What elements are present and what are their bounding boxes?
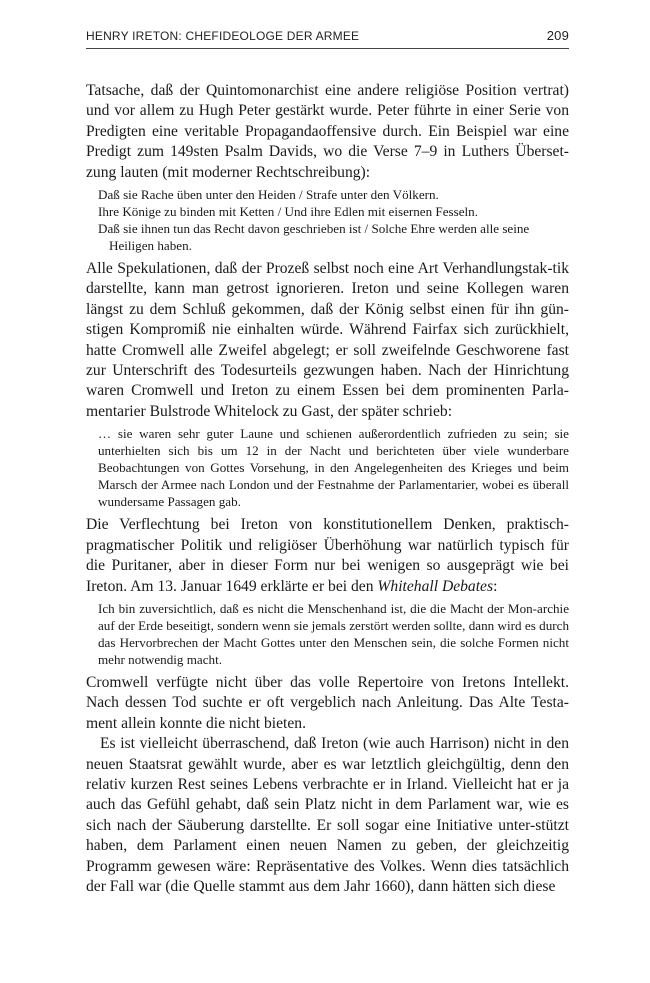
running-head bbox=[86, 28, 569, 49]
body-text bbox=[86, 81, 569, 897]
paragraph-3-end: : bbox=[493, 577, 498, 595]
paragraph-2: Alle Spekulationen, daß der Prozeß selbst noch eine Art Verhandlungstak-tik darstellte, kann man getrost ignorieren. Ireton und seine Kollegen waren längst zu dem Schluß gekommen, daß der König selbst einen für ihn gün-stigen Kompromiß nie einhalten würde. Während Fairfax sich zurückhielt, hatte Cromwell alle Zweifel abgelegt; er soll zweifelnde Geschworene fast zur Unterschrift des Todesurteils gezwungen haben. Nach der Hinrichtung waren Cromwell und Ireton zu einem Essen bei dem prominenten Parla-mentarier Bulstrode Whitelock zu Gast, der später schrieb: bbox=[86, 260, 569, 420]
ireton-quote: Ich bin zuversichtlich, daß es nicht die Menschenhand ist, die die Macht der Mon-archie auf der Erde beseitigt, sondern wenn sie jemals zerstört werden sollte, dann wird es durch das Hervorbrechen der Macht Gottes unter den Menschen sein, die solche Formen nicht mehr notwendig macht. bbox=[98, 600, 569, 667]
running-title: HENRY IRETON: CHEFIDEOLOGE DER ARMEE bbox=[86, 29, 360, 43]
psalm-quote bbox=[98, 186, 569, 254]
psalm-verse-9: Daß sie ihnen tun das Recht davon geschrieben ist / Solche Ehre werden alle seine Heiligen haben. bbox=[98, 221, 530, 254]
whitelock-quote: … sie waren sehr guter Laune und schienen außerordentlich zufrieden zu sein; sie unterhielten sich bis um 12 in der Nacht und berichteten über viele wunderbare Beobachtungen von Gottes Vorsehung, in den Angelegenheiten des Krieges und beim Marsch der Armee nach London und der Festnahme der Parlamentarier, wobei es überall wundersame Passagen gab. bbox=[98, 426, 569, 510]
psalm-verse-8: Ihre Könige zu binden mit Ketten / Und ihre Edlen mit eisernen Fesseln. bbox=[98, 204, 478, 220]
paragraph-3 bbox=[86, 515, 569, 597]
book-page bbox=[86, 28, 569, 897]
paragraph-1: Tatsache, daß der Quintomonarchist eine andere religiöse Position vertrat) und vor allem zu Hugh Peter gestärkt wurde. Peter führte in einer Serie von Predigten eine veritable Propagandaoffensive durch. Ein Beispiel war eine Predigt zum 149sten Psalm Davids, wo die Verse 7–9 in Luthers Überset-zung lauten (mit moderner Rechtschreibung): bbox=[86, 82, 569, 181]
page-number: 209 bbox=[546, 28, 569, 43]
paragraph-5: Es ist vielleicht überraschend, daß Ireton (wie auch Harrison) nicht in den neuen Staatsrat gewählt wurde, aber es war letztlich gleichgültig, denn den relativ kurzen Rest seines Lebens verbrachte er in Irland. Vielleicht hat er ja auch das Gefühl gehabt, daß sein Platz nicht in dem Parlament war, wie es sich nach der Säuberung darstellte. Er soll sogar eine Initiative unter-stützt haben, dem Parlament einen neuen Namen zu geben, der gleichzeitig Programm gewesen wäre: Repräsentative des Volkes. Wenn dies tatsächlich der Fall war (die Quelle stammt aus dem Jahr 1660), dann hätten sich diese bbox=[86, 735, 569, 895]
paragraph-3-text: Die Verflechtung bei Ireton von konstitutionellem Denken, praktisch-pragmatischer Politik und religiöser Überhöhung war natürlich typisch für die Puritaner, aber in dieser Form nur bei wenigen so ausgeprägt wie bei Ireton. Am 13. Januar 1649 erklärte er bei den bbox=[86, 516, 569, 595]
psalm-verse-7: Daß sie Rache üben unter den Heiden / Strafe unter den Völkern. bbox=[98, 187, 439, 203]
whitehall-debates-title: Whitehall Debates bbox=[377, 577, 494, 595]
paragraph-4: Cromwell verfügte nicht über das volle Repertoire von Iretons Intellekt. Nach dessen Tod suchte er oft vergeblich nach Anleitung. Das Alte Testa-ment allein konnte die nicht bieten. bbox=[86, 673, 569, 732]
